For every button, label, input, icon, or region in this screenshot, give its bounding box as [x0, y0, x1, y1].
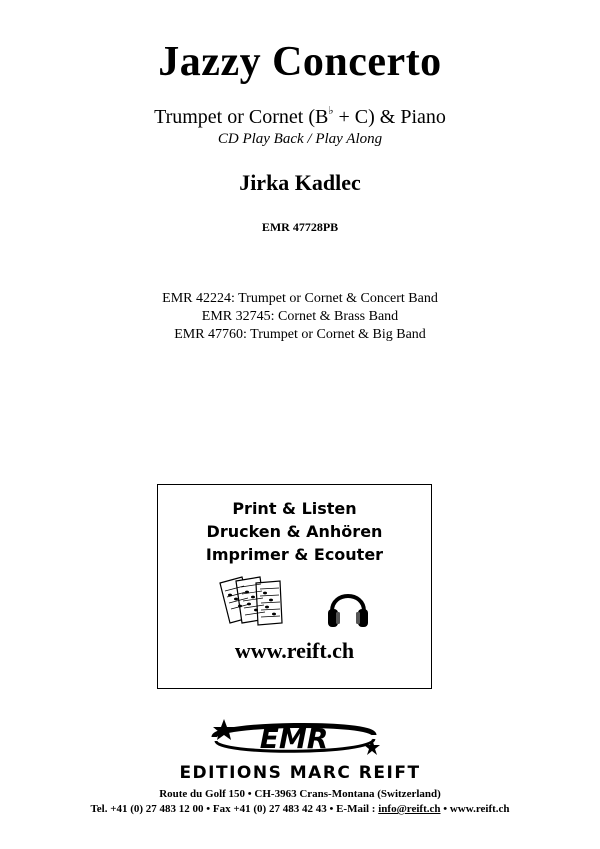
emr-logo [202, 715, 387, 760]
headphones-icon [326, 583, 370, 631]
contact-line [0, 803, 600, 815]
promo-line: Drucken & Anhören [206, 522, 383, 541]
website-link[interactable]: www.reift.ch [234, 638, 355, 663]
email-link[interactable]: info@reift.ch [378, 803, 441, 815]
catalog-number: EMR 47728PB [261, 220, 339, 234]
promo-box [157, 484, 432, 689]
playback-note: CD Play Back / Play Along [217, 131, 383, 147]
instrumentation-text-start: Trumpet or Cornet (B [154, 106, 329, 128]
page-title: Jazzy Concerto [158, 39, 442, 85]
instrumentation [0, 104, 600, 129]
flat-sign: ♭ [328, 105, 334, 117]
logo-text: EMR [259, 722, 329, 755]
edition-line: EMR 32745: Cornet & Brass Band [201, 309, 399, 324]
address-line: Route du Golf 150 • CH-3963 Crans-Montana (Switzerland) [159, 788, 441, 800]
promo-line: Print & Listen [232, 499, 357, 518]
contact-prefix: Tel. +41 (0) 27 483 12 00 • Fax +41 (0) 27 483 42 43 • E-Mail : [90, 803, 379, 815]
composer-name: Jirka Kadlec [239, 170, 361, 195]
publisher-name: EDITIONS MARC REIFT [179, 763, 421, 783]
sheet-music-icon [216, 573, 294, 631]
promo-line: Imprimer & Ecouter [205, 545, 384, 564]
contact-suffix: • www.reift.ch [440, 803, 510, 815]
edition-line: EMR 42224: Trumpet or Cornet & Concert Band [162, 291, 438, 306]
instrumentation-text-end: + C) & Piano [333, 106, 446, 128]
edition-line: EMR 47760: Trumpet or Cornet & Big Band [174, 327, 426, 342]
